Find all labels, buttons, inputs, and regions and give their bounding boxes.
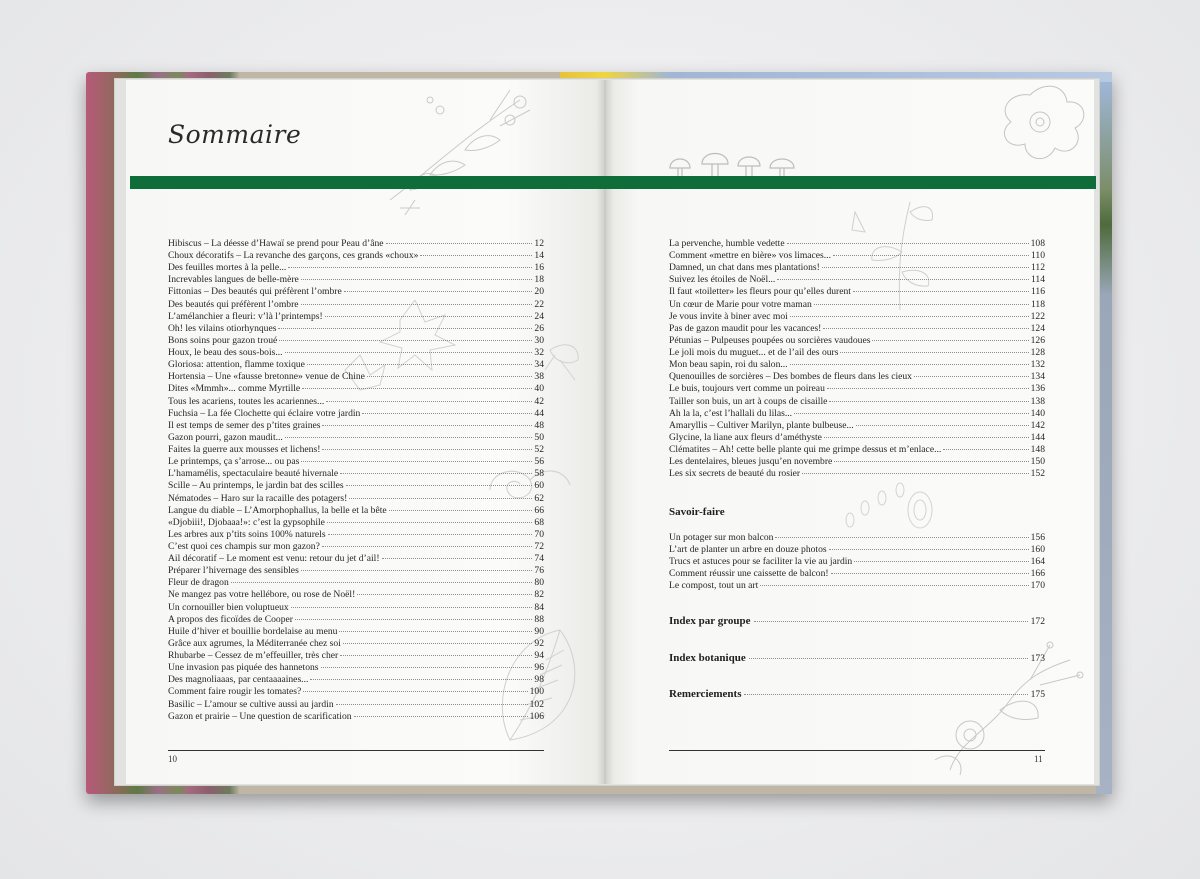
toc-entry-title: Gazon et prairie – Une question de scarification xyxy=(168,710,352,722)
leader-dots xyxy=(744,694,1027,695)
toc-entry-page: 144 xyxy=(1030,431,1045,443)
toc-entry-page: 126 xyxy=(1030,334,1045,346)
toc-entry-page: 96 xyxy=(534,662,544,674)
leader-dots xyxy=(840,352,1028,353)
leader-dots xyxy=(814,304,1029,305)
toc-entry xyxy=(669,420,1045,432)
toc-entry-page: 56 xyxy=(534,456,544,468)
leader-dots xyxy=(853,291,1029,292)
footer-rule-right xyxy=(669,750,1045,751)
leader-dots xyxy=(749,658,1028,659)
toc-entry xyxy=(168,335,544,347)
toc-entry xyxy=(669,286,1045,298)
toc-entry xyxy=(669,396,1045,408)
toc-entry xyxy=(168,371,544,383)
toc-entry-page: 12 xyxy=(534,238,544,249)
toc-entry xyxy=(168,541,544,553)
toc-entry xyxy=(669,371,1045,383)
leader-dots xyxy=(336,704,528,705)
toc-entry xyxy=(669,311,1045,323)
toc-entry xyxy=(168,565,544,577)
toc-entry xyxy=(669,359,1045,371)
leader-dots xyxy=(302,388,532,389)
toc-entry-title: Comment faire rougir les tomates? xyxy=(168,686,302,698)
toc-entry-title: Rhubarbe – Cessez de m’effeuiller, très cher xyxy=(168,650,339,662)
leader-dots xyxy=(872,340,1028,341)
leader-dots xyxy=(386,243,533,244)
toc-entry-page: 122 xyxy=(1030,310,1045,322)
toc-entry-page: 74 xyxy=(534,553,544,565)
leader-dots xyxy=(291,607,533,608)
toc-entry xyxy=(168,505,544,517)
toc-entry xyxy=(669,432,1045,444)
toc-entry-title: L’amélanchier a fleuri: v’là l’printemps! xyxy=(168,310,323,322)
toc-entry-page: 148 xyxy=(1030,444,1045,456)
toc-entry-title: Quenouilles de sorcières – Des bombes de fleurs dans les cieux xyxy=(669,371,912,383)
toc-entry-page: 50 xyxy=(534,431,544,443)
leader-dots xyxy=(357,594,532,595)
toc-entry xyxy=(669,580,1045,592)
toc-entry-page: 18 xyxy=(534,274,544,286)
toc-entry-page: 20 xyxy=(534,286,544,298)
toc-entry-page: 88 xyxy=(534,613,544,625)
toc-entry-title: Le printemps, ça s’arrose... ou pas xyxy=(168,456,300,468)
toc-entry-page: 68 xyxy=(534,516,544,528)
leader-dots xyxy=(831,573,1029,574)
leader-dots xyxy=(829,401,1028,402)
toc-entry xyxy=(669,468,1045,480)
toc-entry xyxy=(168,480,544,492)
toc-entry-page: 94 xyxy=(534,650,544,662)
toc-entry-page: 62 xyxy=(534,492,544,504)
toc-entry xyxy=(168,650,544,662)
toc-entry xyxy=(168,456,544,468)
leader-dots xyxy=(322,546,533,547)
toc-entry xyxy=(168,432,544,444)
toc-entry xyxy=(168,238,544,250)
toc-entry-title: Clématites – Ah! cette belle plante qui me grimpe dessus et m’enlace... xyxy=(669,444,942,456)
leader-dots xyxy=(307,364,532,365)
toc-entry-page: 52 xyxy=(534,444,544,456)
toc-entry xyxy=(168,553,544,565)
toc-entry xyxy=(168,311,544,323)
toc-entry-page: 108 xyxy=(1030,238,1045,249)
toc-entry xyxy=(168,493,544,505)
toc-entry-page: 70 xyxy=(534,528,544,540)
toc-entry xyxy=(168,274,544,286)
leader-dots xyxy=(343,643,533,644)
toc-entry-title: Des magnoliaaas, par centaaaaines... xyxy=(168,674,309,686)
toc-entry-title: Un cœur de Marie pour votre maman xyxy=(669,298,812,310)
toc-entry-page: 42 xyxy=(534,395,544,407)
toc-entry-page: 22 xyxy=(534,298,544,310)
toc-entry xyxy=(168,347,544,359)
toc-entry-title: Suivez les étoiles de Noël... xyxy=(669,274,776,286)
leader-dots xyxy=(231,582,533,583)
toc-entry xyxy=(168,589,544,601)
toc-entry-page: 170 xyxy=(1030,580,1045,592)
leader-dots xyxy=(322,449,532,450)
leader-dots xyxy=(321,667,533,668)
leader-dots xyxy=(834,461,1028,462)
leader-dots xyxy=(833,255,1029,256)
toc-entry xyxy=(669,274,1045,286)
toc-entry xyxy=(168,529,544,541)
leader-dots xyxy=(389,510,533,511)
leader-dots xyxy=(823,328,1028,329)
leader-dots xyxy=(854,561,1028,562)
toc-entry-page: 100 xyxy=(529,686,544,698)
toc-entry-title: L’hamamélis, spectaculaire beauté hivernale xyxy=(168,468,339,480)
toc-entry-title: Le buis, toujours vert comme un poireau xyxy=(669,383,825,395)
toc-entry-title: Les dentelaires, bleues jusqu’en novembre xyxy=(669,456,833,468)
toc-entry-page: 142 xyxy=(1030,419,1045,431)
toc-entry-title: Choux décoratifs – La revanche des garçons, ces grands «choux» xyxy=(168,250,419,262)
toc-entry xyxy=(168,686,544,698)
toc-entry-title: Basilic – L’amour se cultive aussi au jardin xyxy=(168,698,334,710)
leader-dots xyxy=(787,243,1029,244)
toc-entry-title: Tailler son buis, un art à coups de cisaille xyxy=(669,395,828,407)
toc-entry-title: Pétunias – Pulpeuses poupées ou sorcières vaudoues xyxy=(669,334,871,346)
toc-entry-page: 150 xyxy=(1030,456,1045,468)
toc-entry xyxy=(669,444,1045,456)
toc-entry-title: Nématodes – Haro sur la racaille des potagers! xyxy=(168,492,348,504)
index-entry-page: 172 xyxy=(1030,616,1045,627)
toc-entry xyxy=(669,568,1045,580)
toc-entry-title: Une invasion pas piquée des hannetons xyxy=(168,662,319,674)
leader-dots xyxy=(326,401,532,402)
toc-entry-title: Je vous invite à biner avec moi xyxy=(669,310,788,322)
leader-dots xyxy=(856,425,1029,426)
toc-entry-page: 66 xyxy=(534,504,544,516)
leader-dots xyxy=(362,413,532,414)
toc-entry xyxy=(669,335,1045,347)
toc-entry-title: Préparer l’hivernage des sensibles xyxy=(168,565,299,577)
toc-entry xyxy=(168,262,544,274)
toc-entry-page: 80 xyxy=(534,577,544,589)
toc-entry xyxy=(168,517,544,529)
toc-entry-page: 26 xyxy=(534,322,544,334)
toc-entry xyxy=(669,299,1045,311)
leader-dots xyxy=(285,437,533,438)
leader-dots xyxy=(340,655,532,656)
toc-entry xyxy=(168,577,544,589)
page-number-right: 11 xyxy=(1034,754,1043,764)
toc-entry-page: 76 xyxy=(534,565,544,577)
toc-entry-title: Hortensia – Une «fausse bretonne» venue de Chine xyxy=(168,371,365,383)
toc-entry-title: Houx, le beau des sous-bois... xyxy=(168,347,283,359)
toc-entry xyxy=(168,699,544,711)
toc-entry xyxy=(168,383,544,395)
toc-entry-page: 24 xyxy=(534,310,544,322)
toc-entry xyxy=(168,359,544,371)
leader-dots xyxy=(340,473,532,474)
toc-entry-title: A propos des ficoïdes de Cooper xyxy=(168,613,293,625)
index-entry xyxy=(669,652,1045,664)
leader-dots xyxy=(322,425,532,426)
toc-entry-title: Les arbres aux p’tits soins 100% naturels xyxy=(168,528,326,540)
toc-entry-title: Il faut «toiletter» les fleurs pour qu’elles durent xyxy=(669,286,851,298)
toc-entry xyxy=(669,323,1045,335)
toc-entry xyxy=(168,396,544,408)
leader-dots xyxy=(760,585,1028,586)
leader-dots xyxy=(829,549,1029,550)
toc-entry-title: Ne mangez pas votre hellébore, ou rose de Noël! xyxy=(168,589,356,601)
toc-entry-page: 72 xyxy=(534,541,544,552)
leader-dots xyxy=(285,352,533,353)
toc-entry-page: 40 xyxy=(534,383,544,395)
toc-entry xyxy=(168,626,544,638)
toc-entry xyxy=(168,420,544,432)
toc-entry-title: Mon beau sapin, roi du salon... xyxy=(669,359,788,371)
index-entry-page: 173 xyxy=(1030,653,1045,664)
toc-entry-title: Damned, un chat dans mes plantations! xyxy=(669,262,820,274)
toc-entry-page: 110 xyxy=(1030,250,1045,262)
toc-entry-page: 82 xyxy=(534,589,544,601)
toc-entry-title: Amaryllis – Cultiver Marilyn, plante bulbeuse... xyxy=(669,419,854,431)
toc-entry xyxy=(669,408,1045,420)
leader-dots xyxy=(344,291,533,292)
toc-entry-page: 132 xyxy=(1030,359,1045,371)
toc-entry-page: 138 xyxy=(1030,395,1045,407)
toc-entry-title: Le joli mois du muguet... et de l’ail des ours xyxy=(669,347,839,359)
toc-entry-page: 92 xyxy=(534,637,544,649)
toc-entry-title: Les six secrets de beauté du rosier xyxy=(669,468,801,480)
leader-dots xyxy=(327,522,532,523)
leader-dots xyxy=(367,376,533,377)
toc-entry-page: 124 xyxy=(1030,322,1045,334)
toc-entry-title: Faites la guerre aux mousses et lichens! xyxy=(168,444,321,456)
leader-dots xyxy=(328,534,533,535)
toc-entry-page: 140 xyxy=(1030,407,1045,419)
leader-dots xyxy=(325,316,533,317)
toc-entry xyxy=(669,383,1045,395)
toc-entry-title: Scille – Au printemps, le jardin bat des scilles xyxy=(168,480,344,492)
toc-entry-title: Fittonias – Des beautés qui préfèrent l’ombre xyxy=(168,286,342,298)
leader-dots xyxy=(354,716,528,717)
toc-entry-title: L’art de planter un arbre en douze photos xyxy=(669,544,827,556)
toc-entry xyxy=(168,286,544,298)
leader-dots xyxy=(754,621,1028,622)
toc-entry-page: 114 xyxy=(1030,274,1045,286)
toc-entry-page: 136 xyxy=(1030,383,1045,395)
toc-entry-page: 116 xyxy=(1030,286,1045,298)
leader-dots xyxy=(824,437,1029,438)
leader-dots xyxy=(827,388,1029,389)
toc-entry-page: 106 xyxy=(529,710,544,722)
index-entry-title: Index botanique xyxy=(669,652,746,664)
toc-entry-page: 98 xyxy=(534,674,544,686)
toc-entry-page: 112 xyxy=(1030,262,1045,274)
leader-dots xyxy=(775,537,1028,538)
leader-dots xyxy=(349,498,532,499)
toc-entry-page: 128 xyxy=(1030,347,1045,359)
footer-rule-left xyxy=(168,750,544,751)
leader-dots xyxy=(310,679,532,680)
toc-entry-title: Ah la la, c’est l’hallali du lilas... xyxy=(669,407,793,419)
leader-dots xyxy=(802,473,1029,474)
index-entry xyxy=(669,615,1045,627)
toc-entry xyxy=(168,468,544,480)
toc-entry xyxy=(168,674,544,686)
toc-entry-title: Ail décoratif – Le moment est venu: retour du jet d’ail! xyxy=(168,553,380,565)
leader-dots xyxy=(301,461,532,462)
leader-dots xyxy=(790,316,1029,317)
leader-dots xyxy=(301,304,533,305)
toc-entry xyxy=(168,444,544,456)
toc-entry-page: 90 xyxy=(534,625,544,637)
toc-entry xyxy=(669,544,1045,556)
toc-entry-title: Comment réussir une caissette de balcon! xyxy=(669,568,829,580)
leader-dots xyxy=(790,364,1029,365)
toc-entry xyxy=(168,299,544,311)
toc-entry xyxy=(168,408,544,420)
leader-dots xyxy=(914,376,1029,377)
leader-dots xyxy=(301,570,533,571)
toc-entry-page: 58 xyxy=(534,468,544,480)
toc-entry-page: 164 xyxy=(1030,556,1045,568)
leader-dots xyxy=(822,267,1029,268)
toc-entry-page: 84 xyxy=(534,601,544,613)
toc-entry xyxy=(168,638,544,650)
toc-entry-page: 102 xyxy=(529,698,544,710)
toc-entry-page: 44 xyxy=(534,407,544,419)
leader-dots xyxy=(382,558,533,559)
toc-entry-page: 134 xyxy=(1030,371,1045,383)
leader-dots xyxy=(943,449,1028,450)
toc-entry-title: La pervenche, humble vedette xyxy=(669,238,785,249)
toc-entry-title: Increvables langues de belle-mère xyxy=(168,274,299,286)
toc-entry xyxy=(669,250,1045,262)
toc-entry xyxy=(168,711,544,723)
toc-entry-page: 156 xyxy=(1030,532,1045,543)
toc-entry-title: Un cornouiller bien voluptueux xyxy=(168,601,289,613)
toc-entry xyxy=(669,238,1045,250)
toc-entry xyxy=(669,556,1045,568)
leader-dots xyxy=(303,691,527,692)
leader-dots xyxy=(346,485,533,486)
leader-dots xyxy=(279,340,532,341)
toc-entry xyxy=(168,662,544,674)
toc-entry xyxy=(669,532,1045,544)
leader-dots xyxy=(278,328,532,329)
toc-entry-title: Langue du diable – L’Amorphophallus, la belle et la bête xyxy=(168,504,387,516)
toc-entry-page: 160 xyxy=(1030,544,1045,556)
leader-dots xyxy=(301,279,533,280)
leader-dots xyxy=(420,255,532,256)
toc-entry xyxy=(168,614,544,626)
toc-entry-page: 32 xyxy=(534,347,544,359)
toc-entry xyxy=(168,250,544,262)
leader-dots xyxy=(295,619,532,620)
toc-entry-title: Gazon pourri, gazon maudit... xyxy=(168,431,283,443)
toc-entry-title: Des feuilles mortes à la pelle... xyxy=(168,262,287,274)
page-title: Sommaire xyxy=(168,120,302,149)
index-entry-title: Index par groupe xyxy=(669,615,751,627)
index-entry xyxy=(669,688,1045,700)
toc-entry-title: Tous les acariens, toutes les acariennes... xyxy=(168,395,325,407)
toc-entry-title: Le compost, tout un art xyxy=(669,580,759,592)
toc-entry-title: Gloriosa: attention, flamme toxique xyxy=(168,359,305,371)
toc-entry-title: Huile d’hiver et bouillie bordelaise au menu xyxy=(168,625,338,637)
toc-entry-page: 48 xyxy=(534,419,544,431)
leader-dots xyxy=(794,413,1029,414)
toc-entry-title: «Djobiii!, Djobaaa!»: c’est la gypsophile xyxy=(168,516,325,528)
index-entry-title: Remerciements xyxy=(669,688,742,700)
toc-entry-page: 34 xyxy=(534,359,544,371)
toc-entry-title: Grâce aux agrumes, la Méditerranée chez soi xyxy=(168,637,341,649)
toc-entry-title: Hibiscus – La déesse d’Hawaï se prend pour Peau d’âne xyxy=(168,238,384,249)
toc-entry-page: 16 xyxy=(534,262,544,274)
toc-entry-page: 38 xyxy=(534,371,544,383)
toc-entry-page: 14 xyxy=(534,250,544,262)
toc-entry-title: Glycine, la liane aux fleurs d’améthyste xyxy=(669,431,822,443)
toc-entry xyxy=(168,323,544,335)
toc-entry-title: Pas de gazon maudit pour les vacances! xyxy=(669,322,822,334)
toc-entry-page: 30 xyxy=(534,334,544,346)
toc-entry-title: Un potager sur mon balcon xyxy=(669,532,774,543)
toc-entry-page: 152 xyxy=(1030,468,1045,480)
toc-entry-title: Bons soins pour gazon troué xyxy=(168,334,278,346)
toc-entry-title: Comment «mettre en bière» vos limaces... xyxy=(669,250,831,262)
toc-entry xyxy=(168,602,544,614)
toc-entry xyxy=(669,347,1045,359)
toc-entry-title: Dites «Mmmh»... comme Myrtille xyxy=(168,383,301,395)
toc-entry-page: 60 xyxy=(534,480,544,492)
toc-entry-title: Fuchsia – La fée Clochette qui éclaire votre jardin xyxy=(168,407,361,419)
toc-entry xyxy=(669,456,1045,468)
leader-dots xyxy=(339,631,532,632)
leader-dots xyxy=(777,279,1029,280)
title-rule-bar xyxy=(130,176,1096,189)
toc-entry-title: Il est temps de semer des p’tites graines xyxy=(168,419,321,431)
toc-entry-title: C’est quoi ces champis sur mon gazon? xyxy=(168,541,320,552)
toc-entry-page: 166 xyxy=(1030,568,1045,580)
page-number-left: 10 xyxy=(168,754,177,764)
leader-dots xyxy=(288,267,532,268)
index-entry-page: 175 xyxy=(1030,689,1045,700)
section-heading-savoir-faire: Savoir-faire xyxy=(669,506,725,518)
toc-entry-page: 118 xyxy=(1030,298,1045,310)
toc-entry-title: Fleur de dragon xyxy=(168,577,229,589)
toc-entry-title: Trucs et astuces pour se faciliter la vie au jardin xyxy=(669,556,853,568)
toc-entry-title: Oh! les vilains otiorhynques xyxy=(168,322,277,334)
toc-entry-title: Des beautés qui préfèrent l’ombre xyxy=(168,298,299,310)
toc-entry xyxy=(669,262,1045,274)
